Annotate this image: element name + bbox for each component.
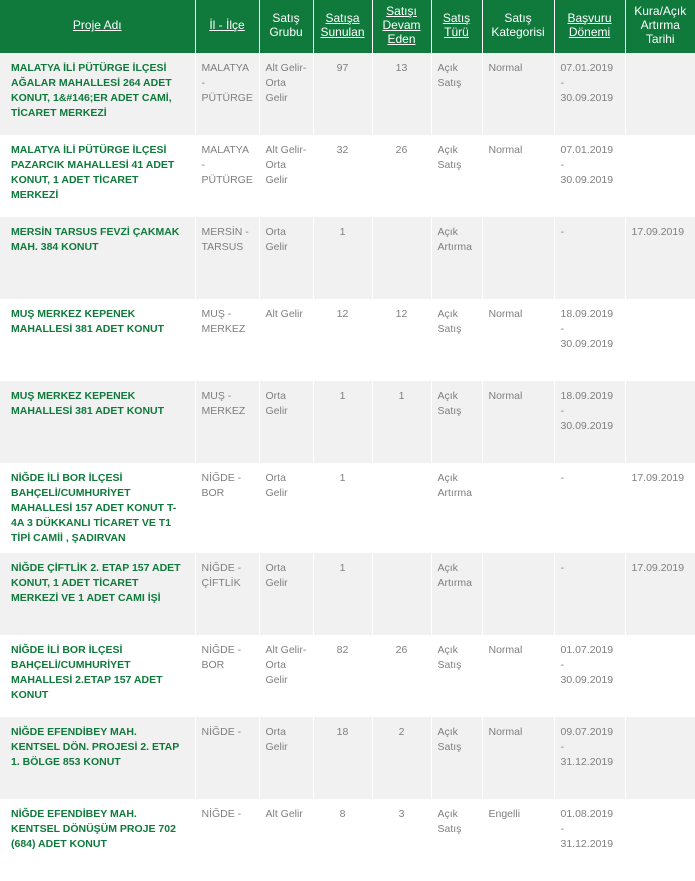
project-sales-type: Açık Artırma [431,463,482,553]
project-location: MUŞ - MERKEZ [195,381,259,463]
header-satisi-devam-eden[interactable]: Satışı Devam Eden [372,0,431,53]
project-sales-category: Normal [482,53,554,135]
project-sales-category: Normal [482,299,554,381]
project-application-period: 18.09.2019 - 30.09.2019 [554,381,625,463]
table-row [0,553,695,635]
project-offered-count: 1 [313,217,372,299]
header-satis-grubu: Satış Grubu [259,0,313,53]
project-sales-type: Açık Artırma [431,553,482,635]
project-name: NİĞDE İLİ BOR İLÇESİ BAHÇELİ/CUMHURİYET MAHALLESİ 157 ADET KONUT T-4A 3 DÜKKANLI TİCARET VE T1 TİPİ CAMİİ , ŞADIRVAN [0,463,195,553]
project-offered-count: 12 [313,299,372,381]
project-application-period: - [554,553,625,635]
project-name: MALATYA İLİ PÜTÜRGE İLÇESİ PAZARCIK MAHALLESİ 41 ADET KONUT, 1 ADET TİCARET MERKEZİ [0,135,195,217]
table-row [0,217,695,299]
table-row [0,135,695,217]
table-row [0,635,695,717]
header-proje-adi[interactable]: Proje Adı [0,0,195,53]
project-draw-date [625,53,695,135]
project-sales-category [482,217,554,299]
project-location: MERSİN - TARSUS [195,217,259,299]
project-location: MUŞ - MERKEZ [195,299,259,381]
project-sales-group: Alt Gelir [259,299,313,381]
project-sales-group: Orta Gelir [259,381,313,463]
project-ongoing-count: 26 [372,635,431,717]
project-sales-group: Orta Gelir [259,463,313,553]
project-name: MALATYA İLİ PÜTÜRGE İLÇESİ AĞALAR MAHALLESİ 264 ADET KONUT, 1&#146;ER ADET CAMİ, TİCARET MERKEZİ [0,53,195,135]
table-row [0,463,695,553]
project-ongoing-count [372,463,431,553]
project-name: NİĞDE İLİ BOR İLÇESİ BAHÇELİ/CUMHURİYET MAHALLESİ 2.ETAP 157 ADET KONUT [0,635,195,717]
project-ongoing-count: 2 [372,717,431,799]
project-draw-date: 17.09.2019 [625,217,695,299]
project-draw-date [625,135,695,217]
project-draw-date: 17.09.2019 [625,463,695,553]
table-row [0,299,695,381]
project-sales-category: Engelli [482,799,554,881]
project-offered-count: 32 [313,135,372,217]
project-sales-category [482,553,554,635]
project-sales-group: Orta Gelir [259,553,313,635]
project-offered-count: 18 [313,717,372,799]
project-sales-type: Açık Satış [431,135,482,217]
project-sales-type: Açık Satış [431,717,482,799]
project-ongoing-count: 12 [372,299,431,381]
project-sales-type: Açık Satış [431,799,482,881]
project-draw-date [625,299,695,381]
project-application-period: 07.01.2019 - 30.09.2019 [554,53,625,135]
project-sales-type: Açık Satış [431,635,482,717]
project-sales-category: Normal [482,717,554,799]
project-application-period: 01.07.2019 - 30.09.2019 [554,635,625,717]
project-ongoing-count: 13 [372,53,431,135]
project-name: MUŞ MERKEZ KEPENEK MAHALLESİ 381 ADET KONUT [0,381,195,463]
project-sales-group: Alt Gelir-Orta Gelir [259,135,313,217]
header-satis-kategorisi: Satış Kategorisi [482,0,554,53]
table-row [0,799,695,881]
header-satisa-sunulan[interactable]: Satışa Sunulan [313,0,372,53]
project-ongoing-count [372,217,431,299]
project-application-period: - [554,463,625,553]
project-sales-type: Açık Satış [431,381,482,463]
table-row [0,53,695,135]
project-name: NİĞDE ÇİFTLİK 2. ETAP 157 ADET KONUT, 1 ADET TİCARET MERKEZİ VE 1 ADET CAMI İŞİ [0,553,195,635]
project-offered-count: 97 [313,53,372,135]
table-row [0,717,695,799]
project-location: NİĞDE - [195,717,259,799]
project-location: MALATYA - PÜTÜRGE [195,53,259,135]
header-satis-turu[interactable]: Satış Türü [431,0,482,53]
project-sales-category: Normal [482,381,554,463]
project-location: NİĞDE - ÇİFTLİK [195,553,259,635]
project-location: NİĞDE - BOR [195,463,259,553]
project-ongoing-count: 1 [372,381,431,463]
project-application-period: 09.07.2019 - 31.12.2019 [554,717,625,799]
project-sales-group: Alt Gelir-Orta Gelir [259,53,313,135]
header-il-ilce[interactable]: İl - İlçe [195,0,259,53]
project-name: NİĞDE EFENDİBEY MAH. KENTSEL DÖNÜŞÜM PROJE 702 (684) ADET KONUT [0,799,195,881]
table-row [0,381,695,463]
project-draw-date [625,717,695,799]
project-sales-category: Normal [482,635,554,717]
project-sales-type: Açık Satış [431,53,482,135]
project-sales-group: Alt Gelir [259,799,313,881]
project-application-period: 01.08.2019 - 31.12.2019 [554,799,625,881]
project-sales-type: Açık Artırma [431,217,482,299]
project-location: NİĞDE - BOR [195,635,259,717]
project-name: MERSİN TARSUS FEVZİ ÇAKMAK MAH. 384 KONUT [0,217,195,299]
project-offered-count: 8 [313,799,372,881]
project-draw-date [625,799,695,881]
project-offered-count: 1 [313,381,372,463]
project-name: MUŞ MERKEZ KEPENEK MAHALLESİ 381 ADET KONUT [0,299,195,381]
project-ongoing-count: 26 [372,135,431,217]
project-offered-count: 82 [313,635,372,717]
header-basvuru-donemi[interactable]: Başvuru Dönemi [554,0,625,53]
project-sales-category [482,463,554,553]
project-ongoing-count: 3 [372,799,431,881]
table-header-row [0,0,695,53]
project-location: MALATYA - PÜTÜRGE [195,135,259,217]
project-sales-group: Orta Gelir [259,717,313,799]
project-application-period: 07.01.2019 - 30.09.2019 [554,135,625,217]
project-offered-count: 1 [313,553,372,635]
project-sales-type: Açık Satış [431,299,482,381]
project-name: NİĞDE EFENDİBEY MAH. KENTSEL DÖN. PROJESİ 2. ETAP 1. BÖLGE 853 KONUT [0,717,195,799]
project-ongoing-count [372,553,431,635]
project-location: NİĞDE - [195,799,259,881]
project-sales-group: Alt Gelir-Orta Gelir [259,635,313,717]
project-application-period: - [554,217,625,299]
project-draw-date: 17.09.2019 [625,553,695,635]
project-sales-group: Orta Gelir [259,217,313,299]
project-offered-count: 1 [313,463,372,553]
project-draw-date [625,635,695,717]
project-application-period: 18.09.2019 - 30.09.2019 [554,299,625,381]
header-kura-tarihi: Kura/Açık Artırma Tarihi [625,0,695,53]
project-sales-category: Normal [482,135,554,217]
project-draw-date [625,381,695,463]
